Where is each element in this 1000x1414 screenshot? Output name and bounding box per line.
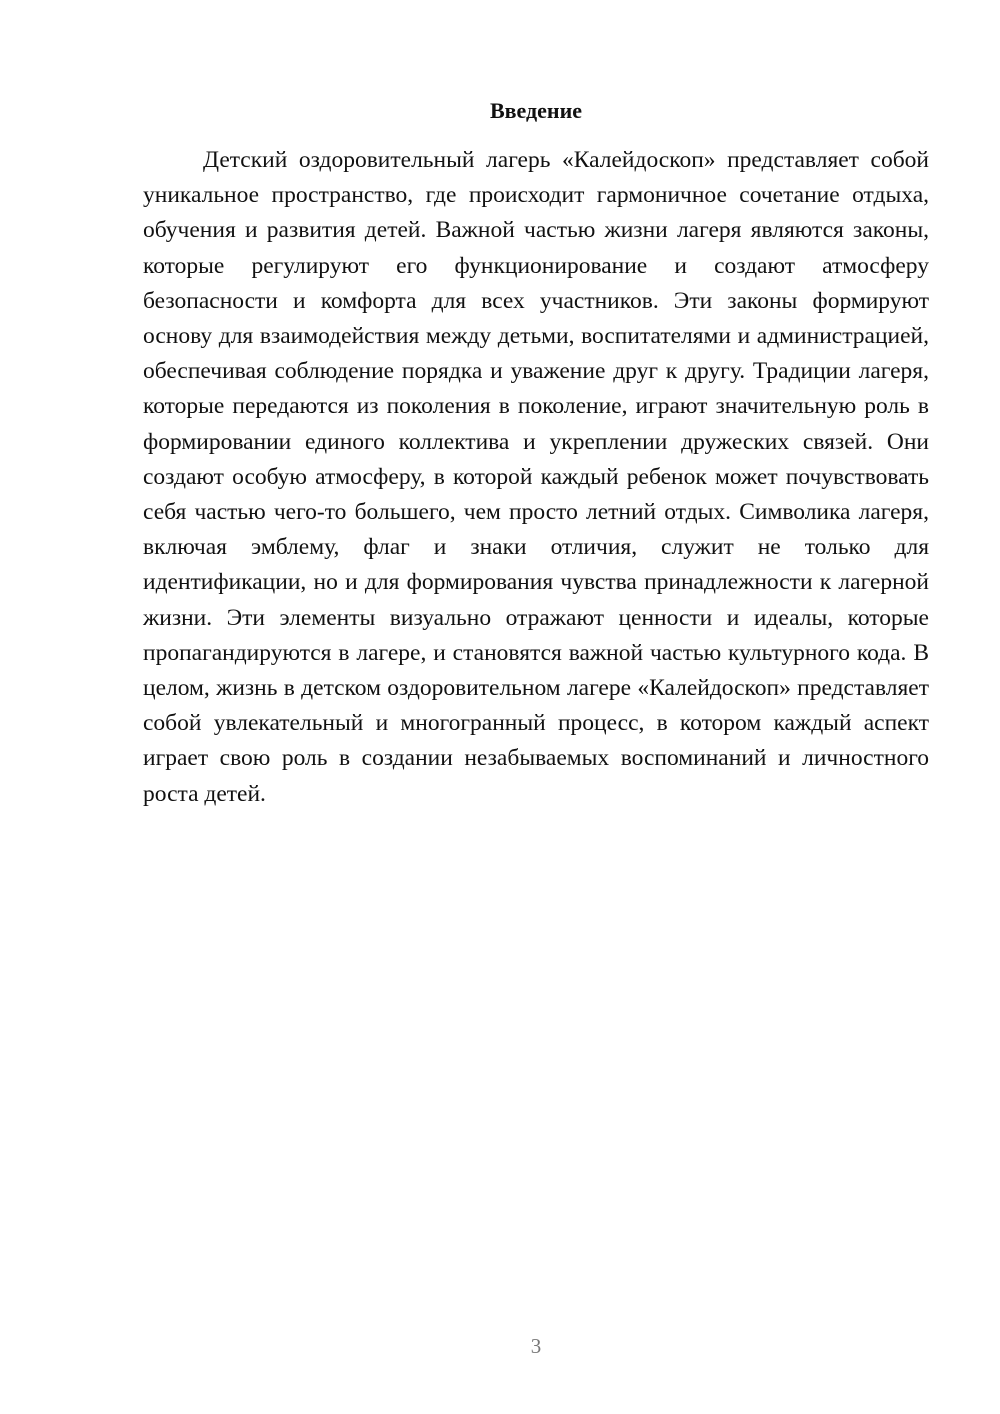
page-number: 3 <box>530 1334 542 1358</box>
body-paragraph: Детский оздоровительный лагерь «Калейдоскоп» представляет собой уникальное пространство, где происходит гармоничное сочетание отдыха, обучения и развития детей. Важной частью жизни лагеря являются законы, которые регулируют его функционирование и создают атмосферу безопасности и комфорта для всех участников. Эти законы формируют основу для взаимодействия между детьми, воспитателями и администрацией, обеспечивая соблюдение порядка и уважение друг к другу. Традиции лагеря, которые передаются из поколения в поколение, играют значительную роль в формировании единого коллектива и укреплении дружеских связей. Они создают особую атмосферу, в которой каждый ребенок может почувствовать себя частью чего-то большего, чем просто летний отдых. Символика лагеря, включая эмблему, флаг и знаки отличия, служит не только для идентификации, но и для формирования чувства принадлежности к лагерной жизни. Эти элементы визуально отражают ценности и идеалы, которые пропагандируются в лагере, и становятся важной частью культурного кода. В целом, жизнь в детском оздоровительном лагере «Калейдоскоп» представляет собой увлекательный и многогранный процесс, в котором каждый аспект играет свою роль в создании незабываемых воспоминаний и личностного роста детей. <box>143 147 929 807</box>
section-heading: Введение <box>489 98 583 123</box>
